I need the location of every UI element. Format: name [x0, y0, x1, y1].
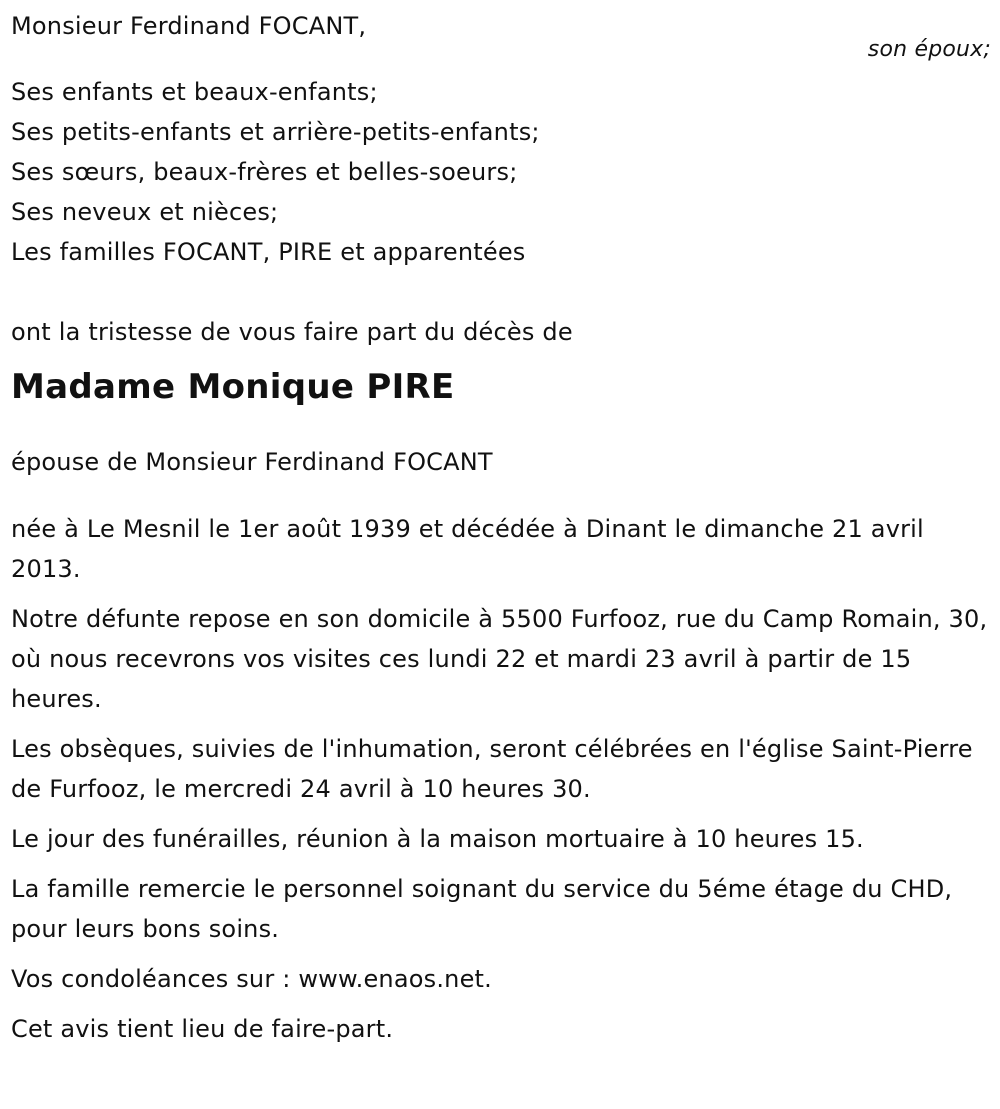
visitation-info: Notre défunte repose en son domicile à 5500 Furfooz, rue du Camp Romain, 30, où nous recevrons vos visites ces lundi 22 et mardi 23 avril à partir de 15 heures. — [11, 605, 988, 713]
deceased-spouse-of: épouse de Monsieur Ferdinand FOCANT — [11, 448, 493, 476]
family-list — [11, 72, 991, 272]
family-line-grandchildren: Ses petits-enfants et arrière-petits-enfants; — [11, 118, 540, 146]
spouse-role: son époux; — [867, 37, 991, 62]
family-line-families: Les familles FOCANT, PIRE et apparentées — [11, 238, 526, 266]
announcement-text: ont la tristesse de vous faire part du décès de — [11, 318, 573, 346]
funeral-info: Les obsèques, suivies de l'inhumation, seront célébrées en l'église Saint-Pierre de Furfooz, le mercredi 24 avril à 10 heures 30. — [11, 735, 973, 803]
family-line-siblings: Ses sœurs, beaux-frères et belles-soeurs; — [11, 158, 518, 186]
gathering-info: Le jour des funérailles, réunion à la maison mortuaire à 10 heures 15. — [11, 825, 864, 853]
deceased-name: Madame Monique PIRE — [11, 367, 455, 407]
family-line-nephews: Ses neveux et nièces; — [11, 198, 279, 226]
spouse-name: Monsieur Ferdinand FOCANT, — [11, 12, 367, 40]
family-line-children: Ses enfants et beaux-enfants; — [11, 78, 378, 106]
obituary-content — [11, 0, 991, 1059]
spacer — [11, 272, 991, 312]
condolences-info: Vos condoléances sur : www.enaos.net. — [11, 965, 492, 993]
birth-death-info: née à Le Mesnil le 1er août 1939 et décédée à Dinant le dimanche 21 avril 2013. — [11, 515, 924, 583]
thanks-info: La famille remercie le personnel soignant du service du 5éme étage du CHD, pour leurs bons soins. — [11, 875, 953, 943]
notice-info: Cet avis tient lieu de faire-part. — [11, 1015, 394, 1043]
spouse-header — [11, 0, 991, 72]
